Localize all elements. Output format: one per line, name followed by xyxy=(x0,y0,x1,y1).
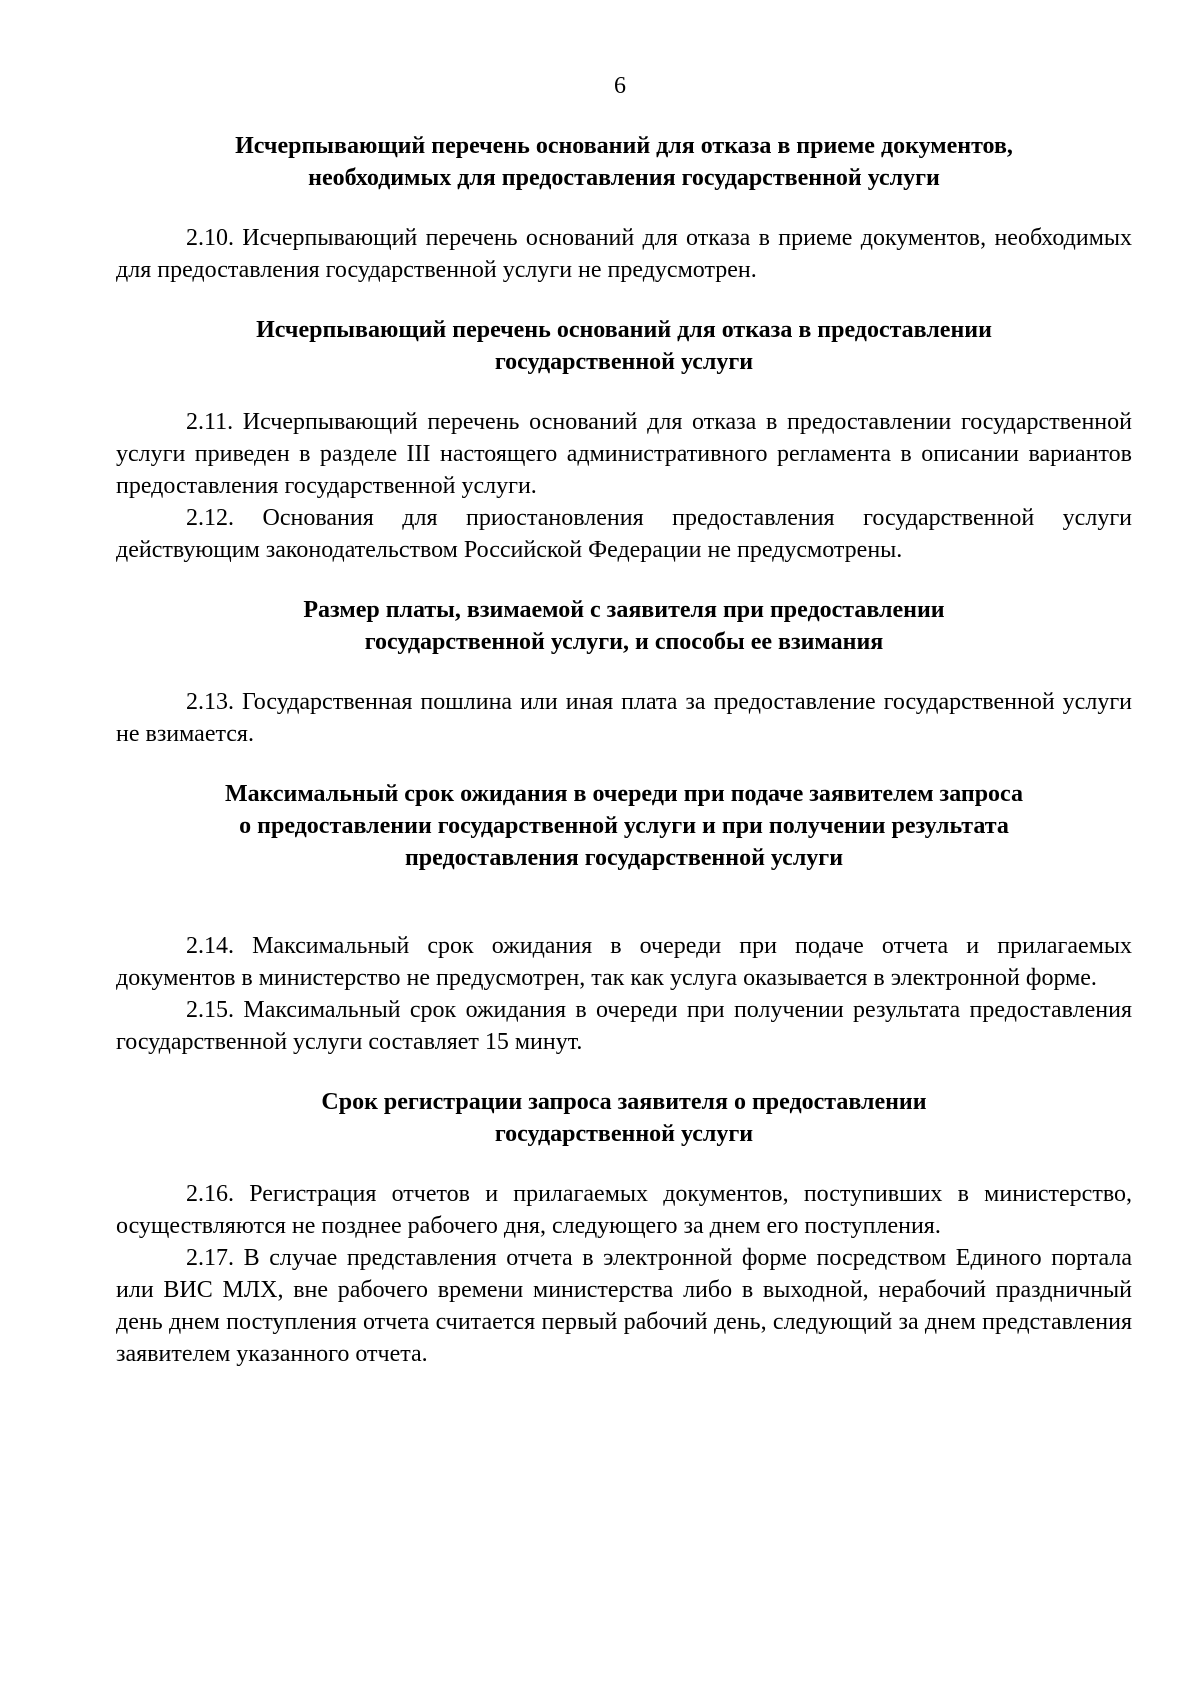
heading-line: государственной услуги, и способы ее взимания xyxy=(364,629,884,655)
section-heading xyxy=(116,130,1132,194)
heading-line: Исчерпывающий перечень оснований для отказа в предоставлении xyxy=(256,317,992,343)
paragraph-2-12: 2.12. Основания для приостановления предоставления государственной услуги действующим законодательством Российской Федерации не предусмотрены. xyxy=(116,505,1132,563)
paragraph-2-14: 2.14. Максимальный срок ожидания в очереди при подаче отчета и прилагаемых документов в министерство не предусмотрен, так как услуга оказывается в электронной форме. xyxy=(116,933,1132,991)
section-heading xyxy=(116,314,1132,378)
section-queue-time xyxy=(116,778,1132,1058)
paragraph-2-15: 2.15. Максимальный срок ожидания в очереди при получении результата предоставления государственной услуги составляет 15 минут. xyxy=(116,997,1132,1055)
heading-line: Максимальный срок ожидания в очереди при подаче заявителем запроса xyxy=(224,781,1023,807)
section-heading xyxy=(116,778,1132,874)
heading-line: необходимых для предоставления государственной услуги xyxy=(308,165,940,191)
section-fee xyxy=(116,594,1132,750)
paragraph-2-11: 2.11. Исчерпывающий перечень оснований для отказа в предоставлении государственной услуги приведен в разделе III настоящего административного регламента в описании вариантов предоставления государственной услуги. xyxy=(116,409,1132,499)
paragraph-2-16: 2.16. Регистрация отчетов и прилагаемых документов, поступивших в министерство, осуществляются не позднее рабочего дня, следующего за днем его поступления. xyxy=(116,1181,1132,1239)
heading-line: Срок регистрации запроса заявителя о предоставлении xyxy=(321,1089,927,1115)
heading-line: Исчерпывающий перечень оснований для отказа в приеме документов, xyxy=(235,133,1013,159)
section-heading xyxy=(116,594,1132,658)
document-body xyxy=(116,130,1132,1398)
page-number: 6 xyxy=(614,73,626,99)
heading-line: государственной услуги xyxy=(494,1121,754,1147)
heading-line: предоставления государственной услуги xyxy=(404,845,844,871)
paragraph-2-13: 2.13. Государственная пошлина или иная плата за предоставление государственной услуги не взимается. xyxy=(116,689,1132,747)
section-refusal-service xyxy=(116,314,1132,566)
section-registration-term xyxy=(116,1086,1132,1370)
paragraph-2-17: 2.17. В случае представления отчета в электронной форме посредством Единого портала или ВИС МЛХ, вне рабочего времени министерства либо в выходной, нерабочий праздничный день днем поступления отчета считается первый рабочий день, следующий за днем представления заявителем указанного отчета. xyxy=(116,1245,1132,1367)
paragraph-2-10: 2.10. Исчерпывающий перечень оснований для отказа в приеме документов, необходимых для предоставления государственной услуги не предусмотрен. xyxy=(116,225,1132,283)
heading-line: Размер платы, взимаемой с заявителя при предоставлении xyxy=(303,597,945,623)
heading-line: о предоставлении государственной услуги и при получении результата xyxy=(239,813,1009,839)
section-refusal-accept-docs xyxy=(116,130,1132,286)
heading-line: государственной услуги xyxy=(494,349,754,375)
section-heading xyxy=(116,1086,1132,1150)
